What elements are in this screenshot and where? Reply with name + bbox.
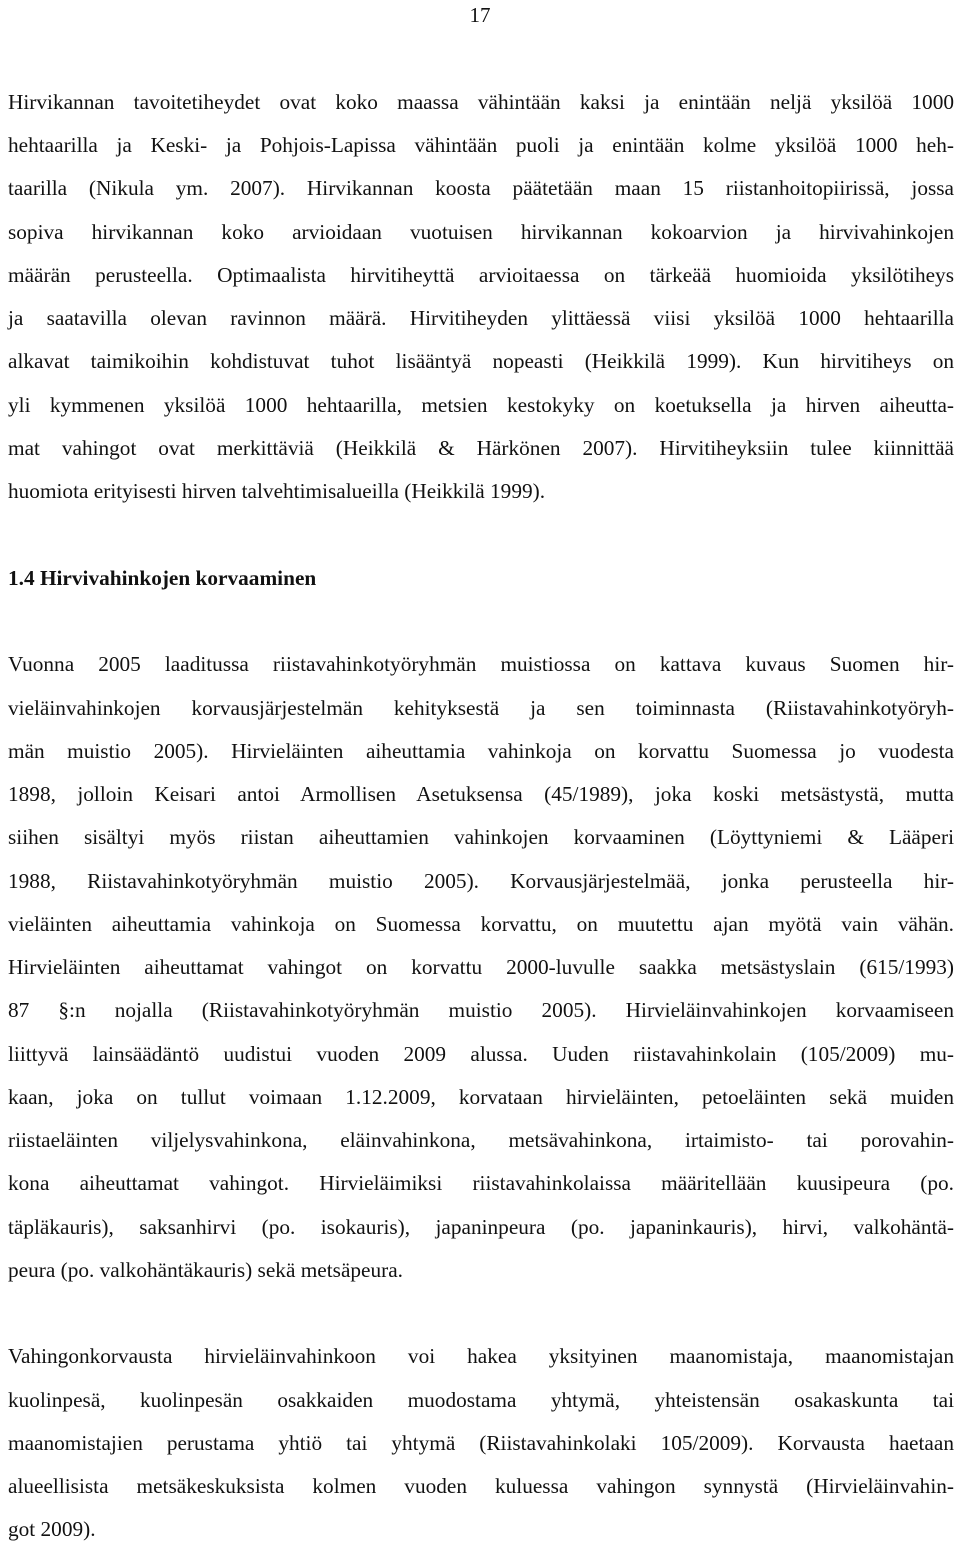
- paragraph-line: määrän perusteella. Optimaalista hirvitiheyttä arvioitaessa on tärkeää huomioida yksilötiheys: [8, 263, 954, 287]
- paragraph-line: liittyvä lainsäädäntö uudistui vuoden 2009 alussa. Uuden riistavahinkolain (105/2009) mu-: [8, 1042, 954, 1066]
- paragraph-line: kaan, joka on tullut voimaan 1.12.2009, korvataan hirvieläinten, petoeläinten sekä muiden: [8, 1085, 954, 1109]
- paragraph-line: alkavat taimikoihin kohdistuvat tuhot lisääntyä nopeasti (Heikkilä 1999). Kun hirvitiheys on: [8, 349, 954, 373]
- paragraph-line: mat vahingot ovat merkittäviä (Heikkilä & Härkönen 2007). Hirvitiheyksiin tulee kiinnittää: [8, 436, 954, 460]
- paragraph-line: sopiva hirvikannan koko arvioidaan vuotuisen hirvikannan kokoarvion ja hirvivahinkojen: [8, 220, 954, 244]
- paragraph-line: Vuonna 2005 laaditussa riistavahinkotyöryhmän muistiossa on kattava kuvaus Suomen hir-: [8, 652, 954, 676]
- paragraph-line: siihen sisältyi myös riistan aiheuttamien vahinkojen korvaaminen (Löyttyniemi & Lääperi: [8, 825, 954, 849]
- paragraph-line: vieläinvahinkojen korvausjärjestelmän kehityksestä ja sen toiminnasta (Riistavahinkotyöryh-: [8, 696, 954, 720]
- paragraph-line: taarilla (Nikula ym. 2007). Hirvikannan koosta päätetään maan 15 riistanhoitopiirissä, jossa: [8, 176, 954, 200]
- paragraph-line: maanomistajien perustama yhtiö tai yhtymä (Riistavahinkolaki 105/2009). Korvausta haetaan: [8, 1431, 954, 1455]
- paragraph-line: hehtaarilla ja Keski- ja Pohjois-Lapissa vähintään puoli ja enintään kolme yksilöä 1000 heh-: [8, 133, 954, 157]
- paragraph-line: ja saatavilla olevan ravinnon määrä. Hirvitiheyden ylittäessä viisi yksilöä 1000 hehtaarilla: [8, 306, 954, 330]
- paragraph-line: 1898, jolloin Keisari antoi Armollisen Asetuksensa (45/1989), joka koski metsästystä, mutta: [8, 782, 954, 806]
- paragraph-line: Hirvieläinten aiheuttamat vahingot on korvattu 2000-luvulle saakka metsästyslain (615/1993): [8, 955, 954, 979]
- paragraph-line: täpläkauris), saksanhirvi (po. isokauris), japaninpeura (po. japaninkauris), hirvi, valkohäntä-: [8, 1215, 954, 1239]
- paragraph-line: got 2009).: [8, 1517, 96, 1541]
- paragraph-line: peura (po. valkohäntäkauris) sekä metsäpeura.: [8, 1258, 404, 1282]
- paragraph-line: 1988, Riistavahinkotyöryhmän muistio 2005). Korvausjärjestelmää, jonka perusteella hir-: [8, 869, 954, 893]
- paragraph-line: alueellisista metsäkeskuksista kolmen vuoden kuluessa vahingon synnystä (Hirvieläinvahin-: [8, 1474, 954, 1498]
- paragraph-line: vieläinten aiheuttamia vahinkoja on Suomessa korvattu, on muutettu ajan myötä vain vähän.: [8, 912, 954, 936]
- paragraph-line: 87 §:n nojalla (Riistavahinkotyöryhmän muistio 2005). Hirvieläinvahinkojen korvaamiseen: [8, 998, 954, 1022]
- page-number: 17: [469, 3, 491, 27]
- section-heading: 1.4 Hirvivahinkojen korvaaminen: [8, 566, 317, 590]
- paragraph-line: kuolinpesä, kuolinpesän osakkaiden muodostama yhtymä, yhteistensän osakaskunta tai: [8, 1388, 954, 1412]
- paragraph-line: riistaeläinten viljelysvahinkona, eläinvahinkona, metsävahinkona, irtaimisto- tai porovahin-: [8, 1128, 954, 1152]
- paragraph-line: kona aiheuttamat vahingot. Hirvieläimiksi riistavahinkolaissa määritellään kuusipeura (po.: [8, 1171, 954, 1195]
- paragraph-line: yli kymmenen yksilöä 1000 hehtaarilla, metsien kestokyky on koetuksella ja hirven aiheutta-: [8, 393, 954, 417]
- paragraph-line: Vahingonkorvausta hirvieläinvahinkoon voi hakea yksityinen maanomistaja, maanomistajan: [8, 1344, 954, 1368]
- paragraph-line: huomiota erityisesti hirven talvehtimisalueilla (Heikkilä 1999).: [8, 479, 546, 503]
- paragraph-line: Hirvikannan tavoitetiheydet ovat koko maassa vähintään kaksi ja enintään neljä yksilöä 1000: [8, 90, 954, 114]
- paragraph-line: män muistio 2005). Hirvieläinten aiheuttamia vahinkoja on korvattu Suomessa jo vuodesta: [8, 739, 954, 763]
